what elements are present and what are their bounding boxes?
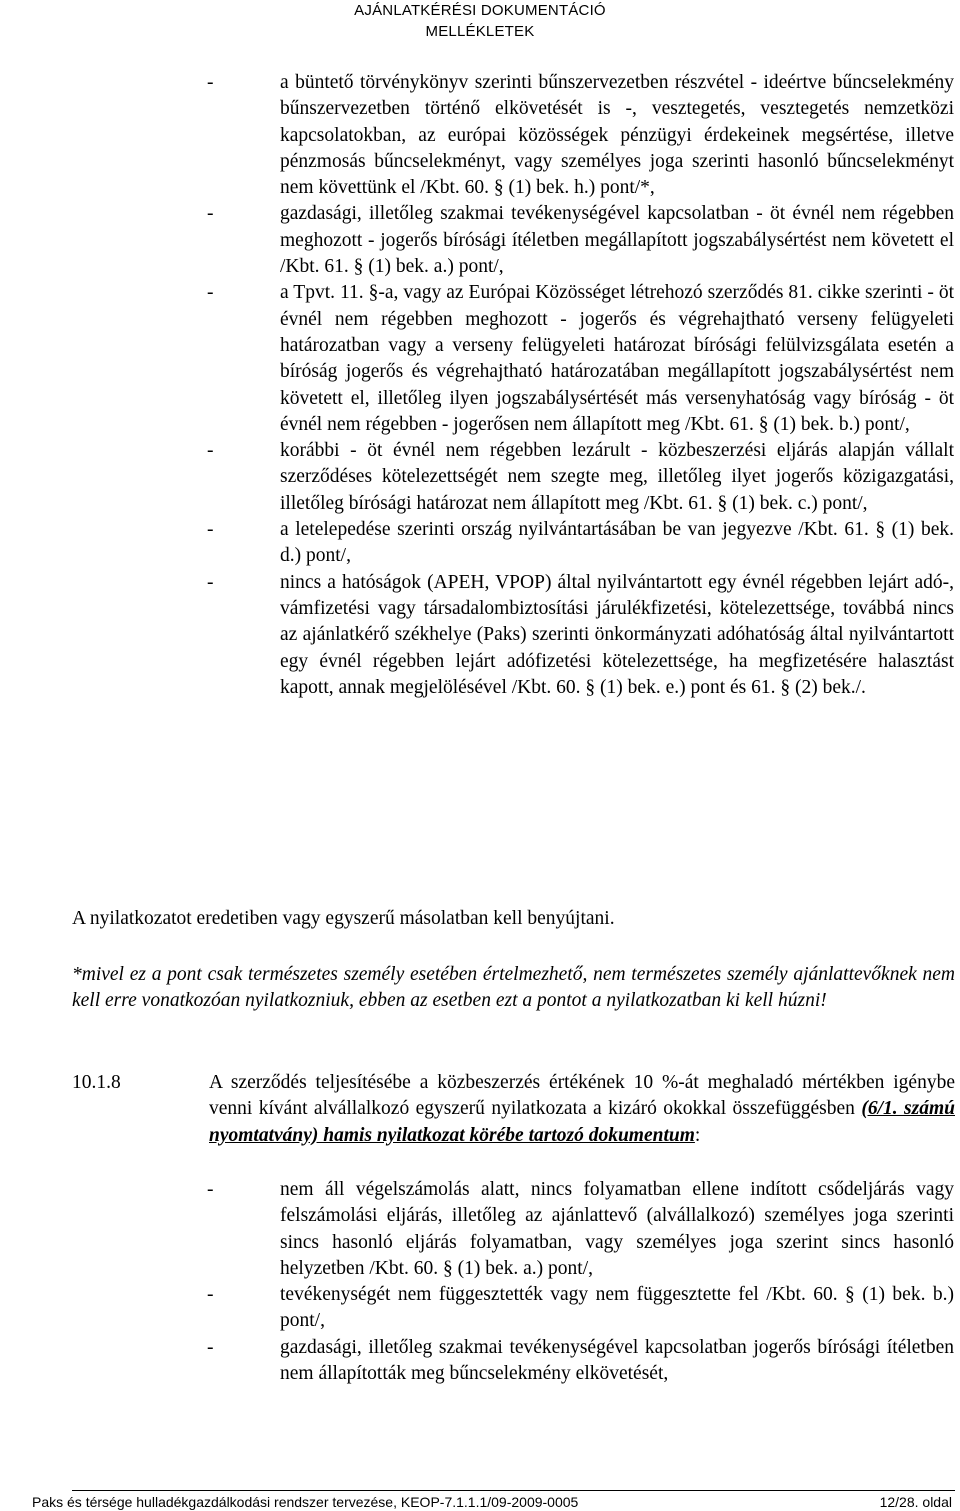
section-number: 10.1.8 xyxy=(72,1072,121,1093)
list-item: - korábbi - öt évnél nem régebben lezárult - közbeszerzési eljárás alapján vállalt szerződéses kötelezettségét nem szegte meg, illetőleg ilyet jogerős közigazgatási, illetőleg bírósági határozat nem állapított meg /Kbt. 61. § (1) bek. c.) pont/, xyxy=(207,440,954,514)
list-item: - gazdasági, illetőleg szakmai tevékenységével kapcsolatban - öt évnél nem régebben meghozott - jogerős bírósági ítéletben megállapított jogszabálysértést nem követett el /Kbt. 61. § (1) bek. a.) pont/, xyxy=(207,203,954,278)
list-item: - a büntető törvénykönyv szerinti bűnszervezetben részvétel - ideértve bűncselekmény bűnszervezetben történő elkövetését is -, vesztegetés, vesztegetés nemzetközi kapcsolatokban, az európai közösségek pénzügyi érdekeinek megsértése, illetve pénzmosás bűncselekményt, vagy személyes joga szerinti hasonló bűncselekményt nem követtünk el /Kbt. 60. § (1) bek. h.) pont/*, xyxy=(207,72,954,199)
page-header xyxy=(0,0,960,42)
footer-divider xyxy=(72,1490,955,1491)
statement-paragraph: A nyilatkozatot eredetiben vagy egyszerű másolatban kell benyújtani. xyxy=(72,908,615,929)
subcontractor-list xyxy=(0,1177,960,1387)
exclusion-list xyxy=(0,70,960,701)
header-title: AJÁNLATKÉRÉSI DOKUMENTÁCIÓ xyxy=(354,2,606,19)
list-item: - a Tpvt. 11. §-a, vagy az Európai Közösséget létrehozó szerződés 81. cikke szerinti - öt évnél nem régebben meghozott - jogerős és végrehajtható verseny felügyeleti határozatban vagy a verseny felügyeleti határozat bírósági felülvizsgálata esetén a bíróság jogerős és végrehajtható határozatában megállapított jogszabálysértést nem követett el, illetőleg ilyen jogszabálysértését más versenyhatóság vagy bíróság - öt évnél nem régebben - jogerősen nem állapított meg /Kbt. 61. § (1) bek. b.) pont/, xyxy=(207,282,954,435)
section-10-1-8 xyxy=(72,1070,955,1149)
list-item: - nem áll végelszámolás alatt, nincs folyamatban ellene indított csődeljárás vagy felszámolási eljárás, illetőleg az ajánlattevő (alvállalkozó) személyes joga szerinti sincs hasonló eljárás folyamatban, vagy személyes joga szerint sincs hasonló helyzetben /Kbt. 60. § (1) bek. a.) pont/, xyxy=(207,1179,954,1279)
footer-project: Paks és térsége hulladékgazdálkodási rendszer tervezése, KEOP-7.1.1.1/09-2009-0005 xyxy=(32,1494,579,1510)
footnote-paragraph: *mivel ez a pont csak természetes személy esetében értelmezhető, nem természetes személy ajánlattevőknek nem kell erre vonatkozóan nyilatkozniuk, ebben az esetben ezt a pontot a nyilatkozatban ki kell húzni! xyxy=(72,964,955,1012)
list-item: - tevékenységét nem függesztették vagy nem függesztette fel /Kbt. 60. § (1) bek. b.) pont/, xyxy=(207,1284,954,1332)
page-number: 12/28. oldal xyxy=(879,1494,952,1510)
list-item: - a letelepedése szerinti ország nyilvántartásában be van jegyezve /Kbt. 61. § (1) bek. d.) pont/, xyxy=(207,519,954,567)
header-subtitle: MELLÉKLETEK xyxy=(425,23,535,40)
list-item: - nincs a hatóságok (APEH, VPOP) által nyilvántartott egy évnél régebben lejárt adó-, vámfizetési vagy társadalombiztosítási járulékfizetési, kötelezettsége, továbbá nincs az ajánlatkérő székhelye (Paks) szerinti önkormányzati adóhatóság által nyilvántartott egy évnél régebben lejárt adófizetési kötelezettsége, ha megfizetésére halasztást kapott, annak megjelölésével /Kbt. 60. § (1) bek. e.) pont és 61. § (2) bek./. xyxy=(207,571,954,698)
section-text: A szerződés teljesítésébe a közbeszerzés értékének 10 %-át meghaladó mértékben igénybe venni kívánt alvállalkozó egyszerű nyilatkozata a kizáró okokkal összefüggésben (6/1. számú nyomtatvány) hamis nyilatkozat körébe tartozó dokumentum: xyxy=(209,1072,955,1146)
list-item: - gazdasági, illetőleg szakmai tevékenységével kapcsolatban jogerős bírósági ítéletben nem állapították meg bűncselekmény elkövetését, xyxy=(207,1336,954,1385)
section-emphasis: (6/1. számú nyomtatvány) hamis nyilatkozat körébe tartozó dokumentum xyxy=(209,1098,955,1146)
